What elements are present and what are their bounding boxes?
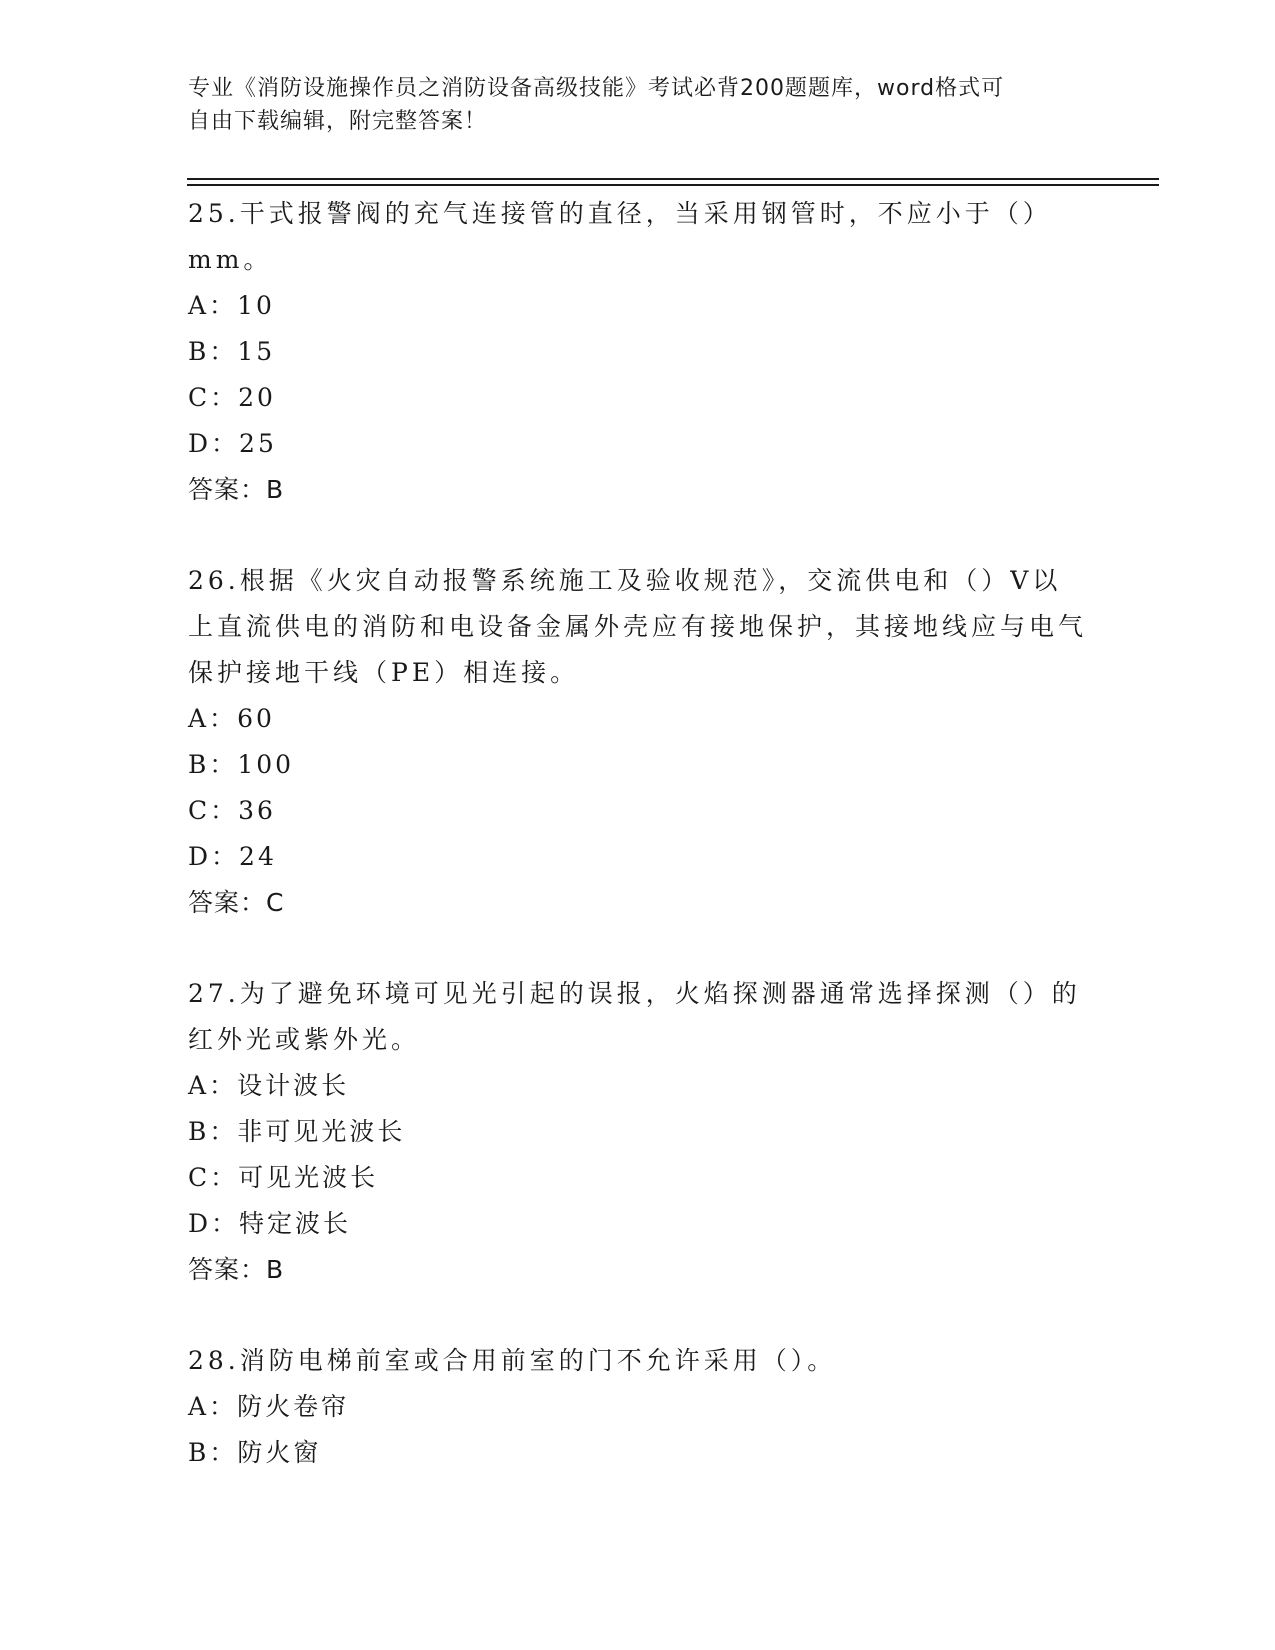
question-25 xyxy=(188,191,1088,513)
option-label: A： xyxy=(188,291,238,320)
question-spacer xyxy=(188,513,1088,558)
question-26 xyxy=(188,558,1088,926)
question-27 xyxy=(188,971,1088,1293)
option-label: D： xyxy=(188,1209,240,1238)
option-c xyxy=(188,375,1088,421)
option-b xyxy=(188,742,1088,788)
option-text: 24 xyxy=(239,842,277,871)
option-text: 15 xyxy=(237,337,276,366)
option-label: A： xyxy=(188,704,238,733)
option-b xyxy=(188,1430,1088,1476)
option-label: A： xyxy=(188,1071,238,1100)
option-c xyxy=(188,788,1088,834)
option-text: 20 xyxy=(238,383,276,412)
question-stem: 28.消防电梯前室或合用前室的门不允许采用（）。 xyxy=(188,1346,837,1375)
question-stem: 25.干式报警阀的充气连接管的直径，当采用钢管时，不应小于（）mm。 xyxy=(188,199,1052,274)
option-text: 可见光波长 xyxy=(238,1163,379,1192)
header-line-2: 自由下载编辑，附完整答案！ xyxy=(188,109,488,134)
option-a xyxy=(188,696,1088,742)
answer-label: 答案： xyxy=(188,475,267,504)
question-28 xyxy=(188,1338,1088,1476)
option-text: 36 xyxy=(238,796,276,825)
answer-value: C xyxy=(266,888,285,917)
option-label: D： xyxy=(188,429,240,458)
option-d xyxy=(188,1201,1088,1247)
option-label: B： xyxy=(188,337,238,366)
question-stem: 27.为了避免环境可见光引起的误报，火焰探测器通常选择探测（）的红外光或紫外光。 xyxy=(188,979,1081,1054)
answer-label: 答案： xyxy=(188,888,267,917)
answer-value: B xyxy=(266,475,285,504)
option-text: 10 xyxy=(237,291,275,320)
option-d xyxy=(188,421,1088,467)
option-label: C： xyxy=(188,383,239,412)
option-text: 60 xyxy=(237,704,275,733)
option-label: B： xyxy=(188,1117,238,1146)
option-a xyxy=(188,1384,1088,1430)
question-list xyxy=(188,191,1088,1476)
option-label: B： xyxy=(188,1438,238,1467)
answer-label: 答案： xyxy=(188,1255,267,1284)
option-b xyxy=(188,329,1088,375)
option-a xyxy=(188,283,1088,329)
answer-value: B xyxy=(266,1255,285,1284)
question-stem: 26.根据《火灾自动报警系统施工及验收规范》，交流供电和（）V以上直流供电的消防和电设备金属外壳应有接地保护，其接地线应与电气保护接地干线（PE）相连接。 xyxy=(188,566,1088,687)
answer-line xyxy=(188,880,1088,926)
option-d xyxy=(188,834,1088,880)
question-spacer xyxy=(188,926,1088,971)
document-header xyxy=(188,72,1068,138)
option-c xyxy=(188,1155,1088,1201)
option-label: C： xyxy=(188,1163,239,1192)
option-text: 100 xyxy=(237,750,295,779)
answer-line xyxy=(188,467,1088,513)
option-text: 防火窗 xyxy=(237,1438,322,1467)
option-text: 25 xyxy=(239,429,277,458)
option-text: 特定波长 xyxy=(239,1209,352,1238)
option-text: 非可见光波长 xyxy=(237,1117,406,1146)
answer-line xyxy=(188,1247,1088,1293)
header-divider-bottom xyxy=(187,184,1159,186)
option-text: 设计波长 xyxy=(237,1071,350,1100)
option-text: 防火卷帘 xyxy=(237,1392,350,1421)
option-label: A： xyxy=(188,1392,238,1421)
option-a xyxy=(188,1063,1088,1109)
header-divider-top xyxy=(187,178,1159,180)
question-spacer xyxy=(188,1293,1088,1338)
option-label: C： xyxy=(188,796,239,825)
option-label: D： xyxy=(188,842,240,871)
header-line-1: 专业《消防设施操作员之消防设备高级技能》考试必背200题题库，word格式可 xyxy=(188,76,1005,101)
option-label: B： xyxy=(188,750,238,779)
option-b xyxy=(188,1109,1088,1155)
